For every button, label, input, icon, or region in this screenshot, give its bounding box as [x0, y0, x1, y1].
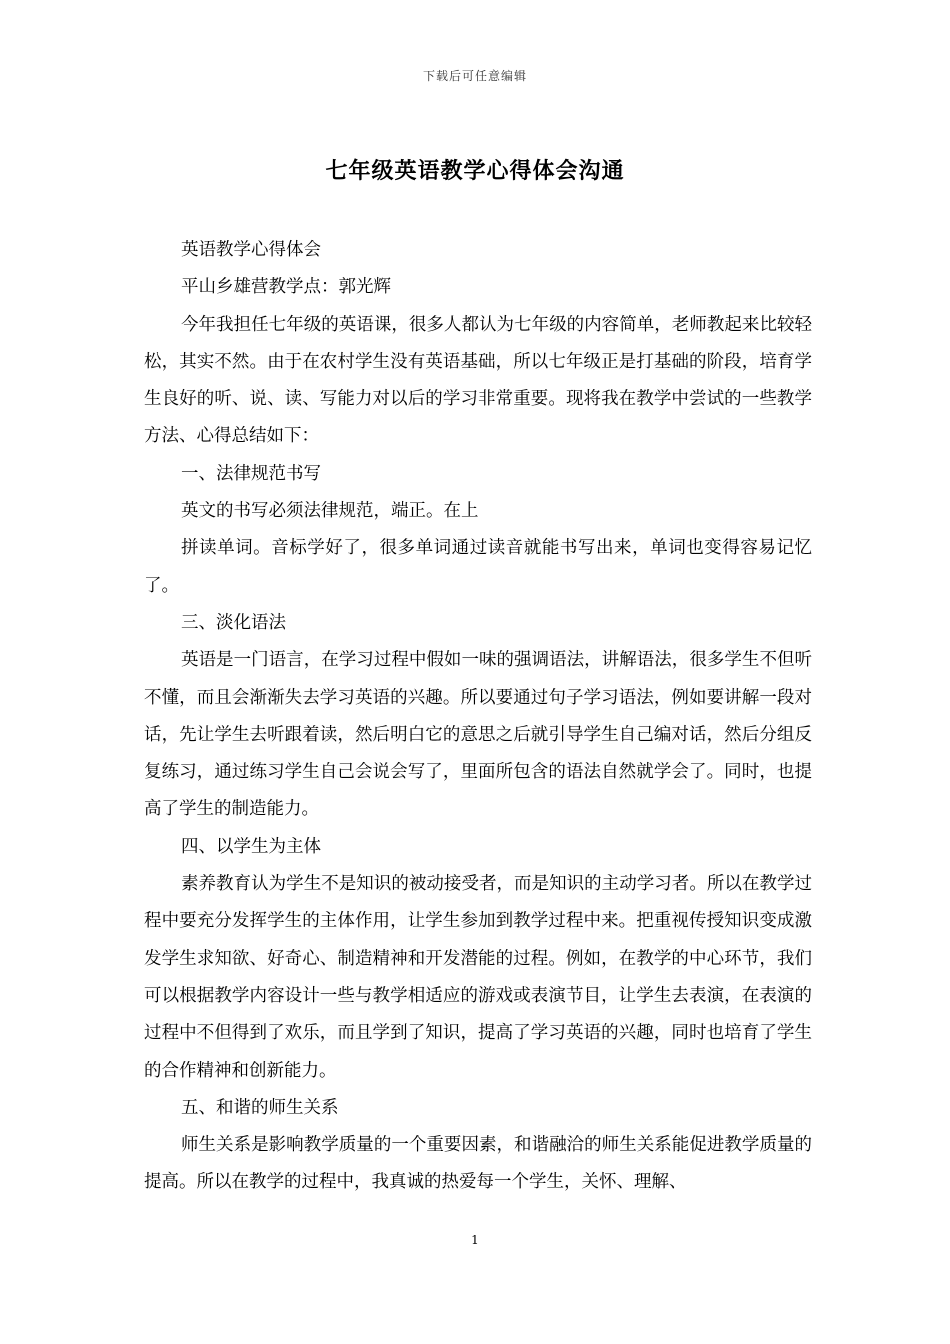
page-number: 1 — [471, 1233, 479, 1247]
paragraph-grammar: 英语是一门语言，在学习过程中假如一味的强调语法，讲解语法，很多学生不但听不懂，而且会渐渐失去学习英语的兴趣。所以要通过句子学习语法，例如要讲解一段对话，先让学生去听跟着读，然后明白它的意思之后就引导学生自己编对话，然后分组反复练习，通过练习学生自己会说会写了，里面所包含的语法自然就学会了。同时，也提高了学生的制造能力。 — [144, 650, 812, 820]
paragraph-spelling: 拼读单词。音标学好了，很多单词通过读音就能书写出来，单词也变得容易记忆了。 — [144, 538, 812, 596]
section-heading-writing: 一、法律规范书写 — [181, 463, 321, 484]
section-heading-grammar: 三、淡化语法 — [181, 612, 286, 633]
section-heading-student-centered: 四、以学生为主体 — [181, 836, 321, 857]
paragraph-subtitle: 英语教学心得体会 — [181, 240, 321, 260]
paragraph-intro: 今年我担任七年级的英语课，很多人都认为七年级的内容简单，老师教起来比较轻松，其实不然。由于在农村学生没有英语基础，所以七年级正是打基础的阶段，培育学生良好的听、说、读、写能力对以后的学习非常重要。现将我在教学中尝试的一些教学方法、心得总结如下： — [144, 314, 812, 447]
page-title: 七年级英语教学心得体会沟通 — [325, 158, 625, 184]
paragraph-relationship: 师生关系是影响教学质量的一个重要因素，和谐融洽的师生关系能促进教学质量的提高。所以在教学的过程中，我真诚的热爱每一个学生，关怀、理解、 — [144, 1135, 812, 1193]
paragraph-author: 平山乡雄营教学点：郭光辉 — [181, 277, 391, 298]
section-heading-relationship: 五、和谐的师生关系 — [181, 1097, 339, 1118]
header-note: 下载后可任意编辑 — [422, 69, 527, 83]
document-body — [144, 232, 812, 1202]
paragraph-writing: 英文的书写必须法律规范，端正。在上 — [181, 501, 479, 522]
paragraph-student-centered: 素养教育认为学生不是知识的被动接受者，而是知识的主动学习者。所以在教学过程中要充分发挥学生的主体作用，让学生参加到教学过程中来。把重视传授知识变成激发学生求知欲、好奇心、制造精神和开发潜能的过程。例如，在教学的中心环节，我们可以根据教学内容设计一些与教学相适应的游戏或表演节目，让学生去表演，在表演的过程中不但得到了欢乐，而且学到了知识，提高了学习英语的兴趣，同时也培育了学生的合作精神和创新能力。 — [144, 874, 812, 1081]
